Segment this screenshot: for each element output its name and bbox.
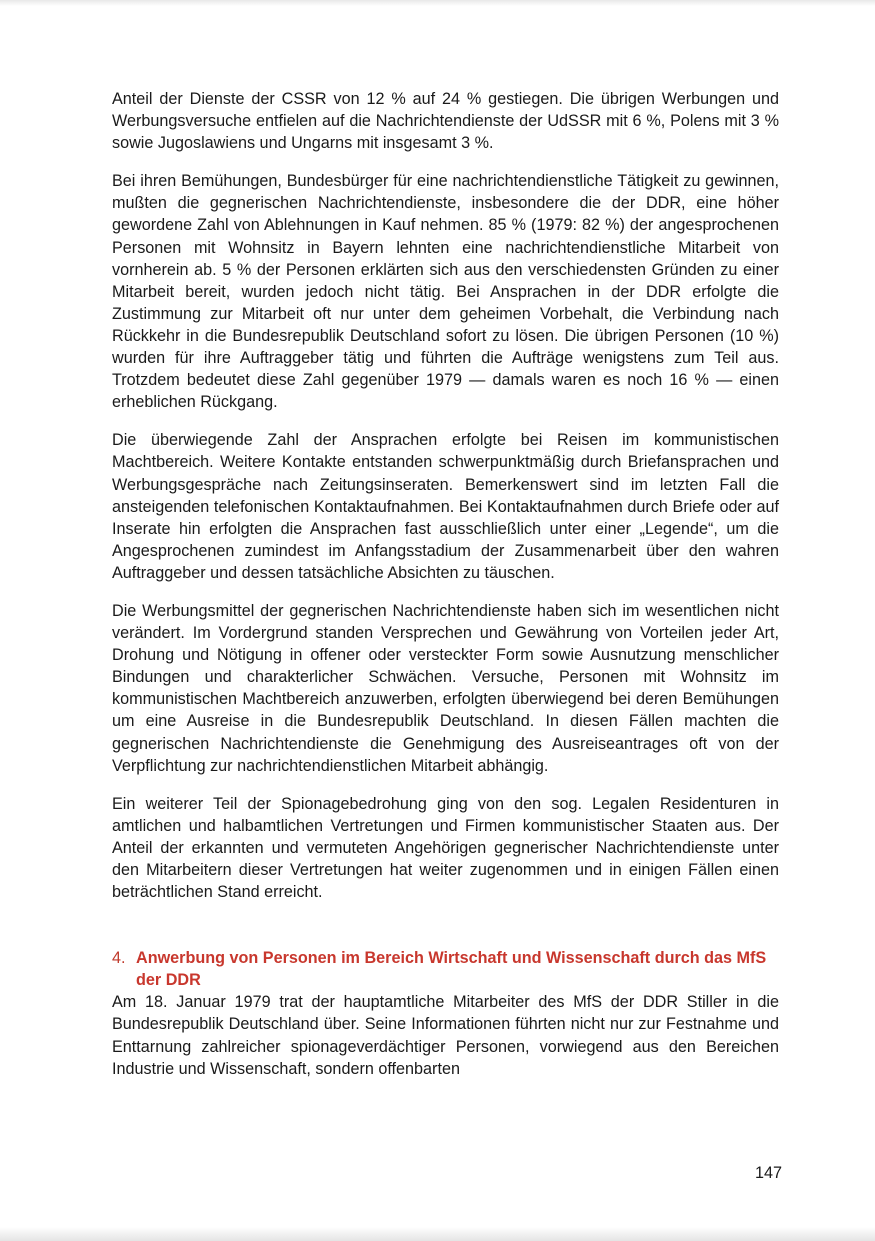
paragraph-1: Anteil der Dienste der CSSR von 12 % auf 24 % gestiegen. Die übrigen Werbungen und Werbungsversuche entfielen auf die Nachrichtendienste der UdSSR mit 6 %, Polens mit 3 % sowie Jugoslawiens und Ungarns mit insgesamt 3 %. <box>112 90 779 153</box>
paragraph-2: Bei ihren Bemühungen, Bundesbürger für eine nachrichtendienstliche Tätigkeit zu gewinnen, mußten die gegnerischen Nachrichtendienste, insbesondere die der DDR, eine höher gewordene Zahl von Ablehnungen in Kauf nehmen. 85 % (1979: 82 %) der angesprochenen Personen mit Wohnsitz in Bayern lehnten eine nachrichtendienstliche Mitarbeit von vornherein ab. 5 % der Personen erklärten sich aus den verschiedensten Gründen zu einer Mitarbeit bereit, wurden jedoch nicht tätig. Bei Ansprachen in der DDR erfolgte die Zustimmung zur Mitarbeit oft nur unter dem geheimen Vorbehalt, die Verbindung nach Rückkehr in die Bundesrepublik Deutschland sofort zu lösen. Die übrigen Personen (10 %) wurden für ihre Auftraggeber tätig und führten die Aufträge wenigstens zum Teil aus. Trotzdem bedeutet diese Zahl gegenüber 1979 — damals waren es noch 16 % — einen erheblichen Rückgang. <box>112 172 779 412</box>
page-content <box>112 88 779 1096</box>
section-heading <box>112 947 779 991</box>
page-number: 147 <box>754 1164 782 1182</box>
section-title: Anwerbung von Personen im Bereich Wirtschaft und Wissenschaft durch das MfS der DDR <box>136 949 767 990</box>
page-bottom-edge <box>0 1227 875 1241</box>
paragraph-4: Die Werbungsmittel der gegnerischen Nachrichtendienste haben sich im wesentlichen nicht verändert. Im Vordergrund standen Versprechen und Gewährung von Vorteilen jeder Art, Drohung und Nötigung in offener oder versteckter Form sowie Ausnutzung menschlicher Bindungen und charakterlicher Schwächen. Versuche, Personen mit Wohnsitz im kommunistischen Machtbereich anzuwerben, erfolgten überwiegend bei deren Bemühungen um eine Ausreise in die Bundesrepublik Deutschland. In diesen Fällen machten die gegnerischen Nachrichtendienste die Genehmigung des Ausreiseantrages oft von der Verpflichtung zur nachrichtendienstlichen Mitarbeit abhängig. <box>112 601 779 775</box>
page-top-edge <box>0 0 875 6</box>
section-number: 4. <box>112 949 126 968</box>
section-body: Am 18. Januar 1979 trat der hauptamtliche Mitarbeiter des MfS der DDR Stiller in die Bundesrepublik Deutschland über. Seine Informationen führten nicht nur zur Festnahme und Enttarnung zahlreicher spionageverdächtiger Personen, vorwiegend aus den Bereichen Industrie und Wissenschaft, sondern offenbarten <box>112 993 779 1078</box>
paragraph-5: Ein weiterer Teil der Spionagebedrohung ging von den sog. Legalen Residenturen in amtlichen und halbamtlichen Vertretungen und Firmen kommunistischer Staaten aus. Der Anteil der erkannten und vermuteten Angehörigen gegnerischer Nachrichtendienste unter den Mitarbeitern dieser Vertretungen hat weiter zugenommen und in einigen Fällen einen beträchtlichen Stand erreicht. <box>112 794 779 902</box>
paragraph-3: Die überwiegende Zahl der Ansprachen erfolgte bei Reisen im kommunistischen Machtbereich. Weitere Kontakte entstanden schwerpunktmäßig durch Briefansprachen und Werbungsgespräche nach Zeitungsinseraten. Bemerkenswert sind im letzten Fall die ansteigenden telefonischen Kontaktaufnahmen. Bei Kontaktaufnahmen durch Briefe oder auf Inserate hin erfolgten die Ansprachen fast ausschließlich unter einer „Legende“, um die Angesprochenen zumindest im Anfangsstadium der Zusammenarbeit über den wahren Auftraggeber und dessen tatsächliche Absichten zu täuschen. <box>112 431 779 582</box>
